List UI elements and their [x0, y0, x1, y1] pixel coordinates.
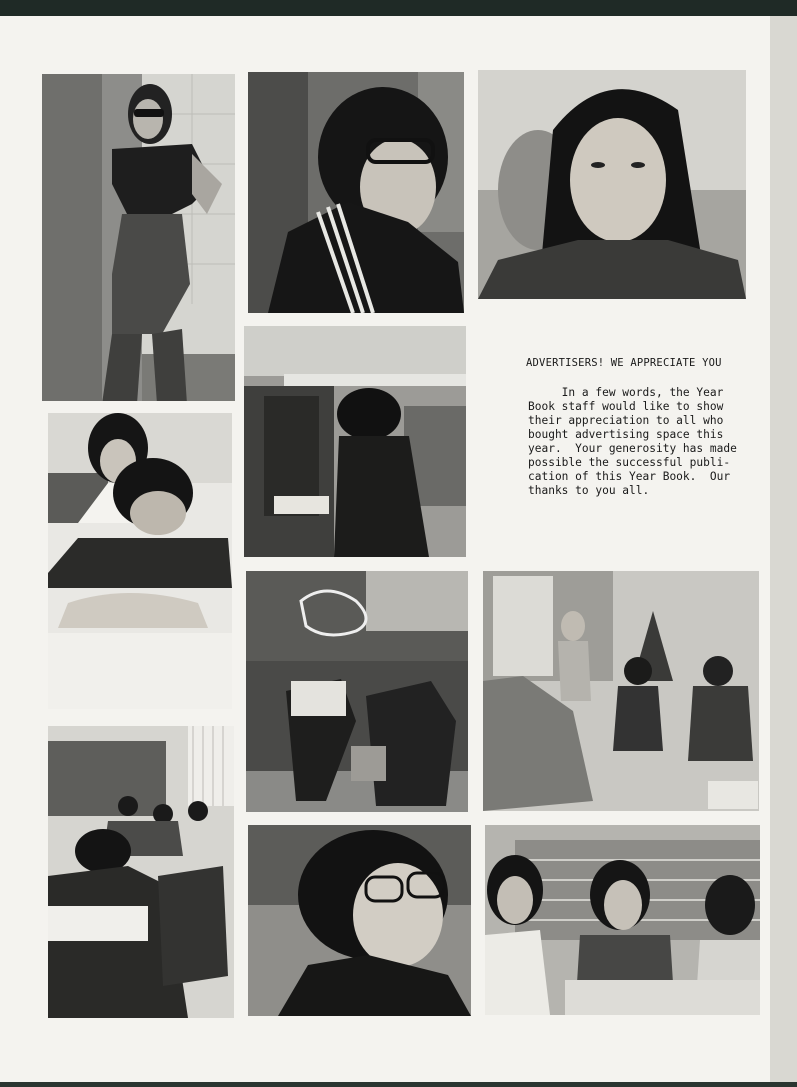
photo-workshop-drill — [244, 326, 466, 557]
notice-body: In a few words, the Year Book staff would like to show their appreciation to all who bought advertising space this year. Your generosity has made possible the successful publi- cation of this Year Book. Our thanks to you all. — [528, 386, 737, 497]
photo-afro-glasses-track-jacket — [248, 72, 464, 313]
advertisers-notice — [523, 357, 753, 498]
scan-border — [0, 1082, 797, 1087]
photo-bucket-activity — [246, 571, 468, 812]
photo-girl-sunglasses — [42, 74, 235, 401]
photo-tent-campers — [483, 571, 759, 811]
page-edge — [770, 16, 797, 1087]
notice-heading: ADVERTISERS! WE APPRECIATE YOU — [526, 357, 722, 369]
photo-classroom — [48, 726, 234, 1018]
photo-students-crafting — [48, 413, 232, 709]
photo-smiling-glasses — [248, 825, 471, 1016]
photo-long-hair-girl — [478, 70, 746, 299]
photo-students-table — [485, 825, 760, 1015]
